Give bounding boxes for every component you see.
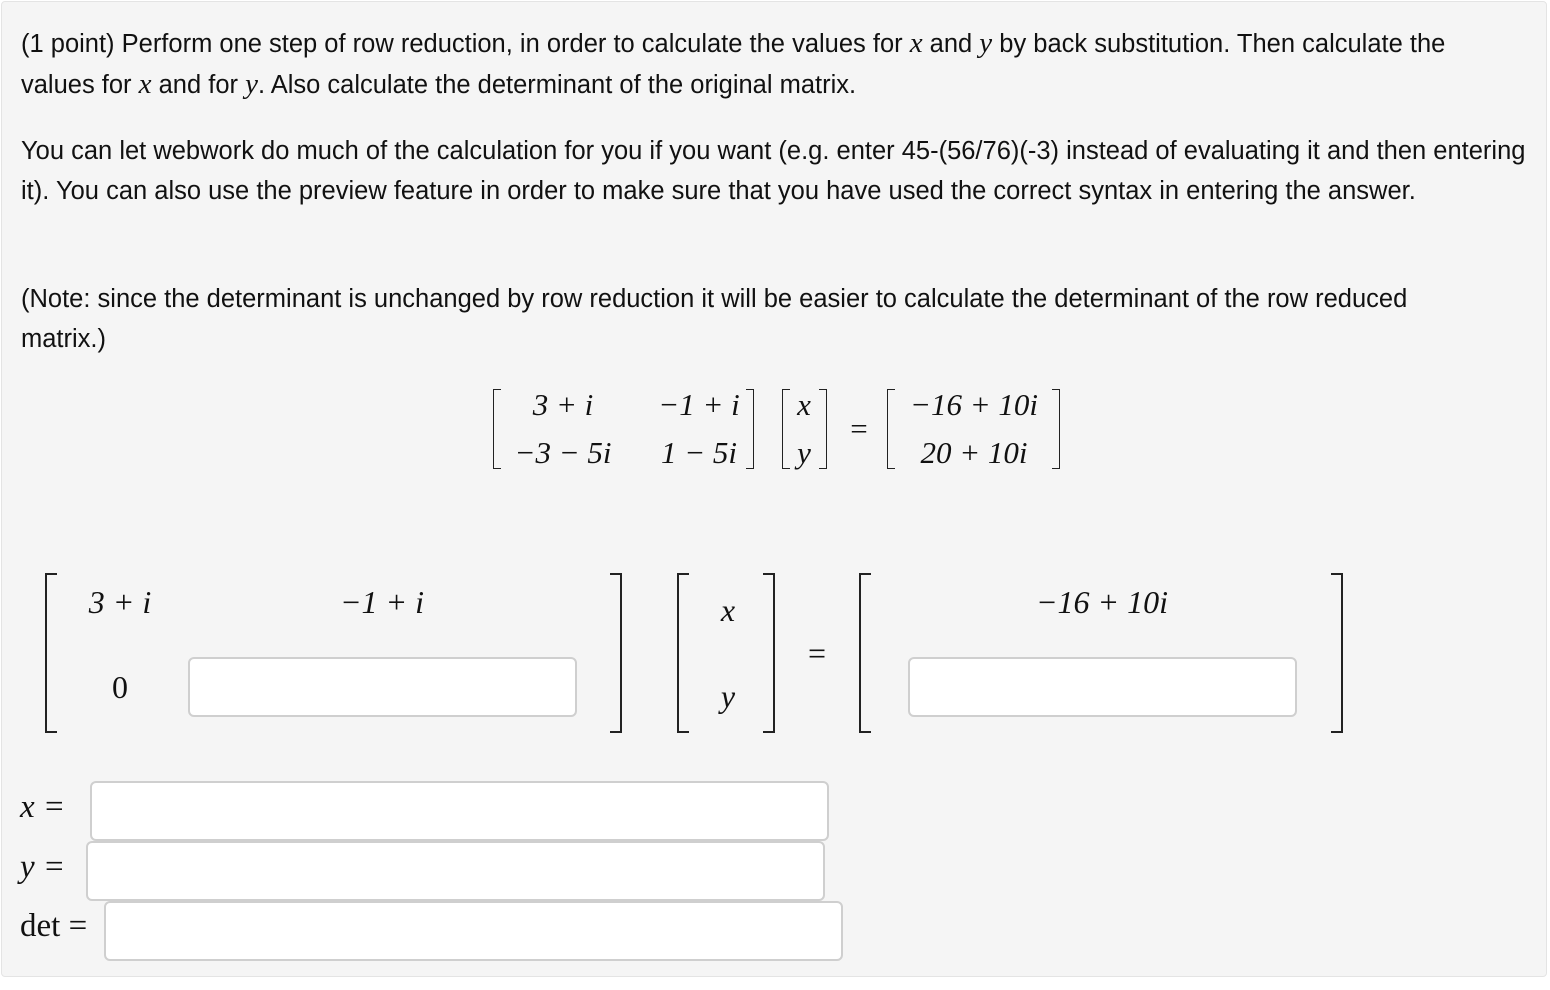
reduced-a22-input[interactable] <box>188 657 577 717</box>
problem-intro: (1 point) Perform one step of row reduction, in order to calculate the values for x and y by back substitution. Then calculate the values for x and for y. Also calculate the determinant of the original matrix. <box>21 27 1446 100</box>
matrix-a11: 3 + i <box>532 387 594 422</box>
det-answer-input[interactable] <box>104 901 843 961</box>
reduced-rhs-right-bracket <box>1331 573 1343 733</box>
vector-x: x <box>797 387 811 422</box>
x-answer-input[interactable] <box>90 781 829 841</box>
reduced-vector-x: x <box>720 592 736 628</box>
rhs-right-bracket <box>1052 389 1060 469</box>
var-y: y <box>245 68 258 100</box>
problem-note: (Note: since the determinant is unchanged by row reduction it will be easier to calculate the determinant of the row reduced matrix.) <box>21 285 1408 353</box>
y-answer-input[interactable] <box>86 841 825 901</box>
reduced-rhs-left-bracket <box>859 573 871 733</box>
var-x: x <box>138 68 152 100</box>
vector-y: y <box>797 435 811 470</box>
var-y: y <box>979 27 993 59</box>
problem-hint: You can let webwork do much of the calculation for you if you want (e.g. enter 45-(56/76)(-3) instead of evaluating it and then entering it). You can also use the preview feature in order to make sure that you have used the correct syntax in entering the answer. <box>21 137 1526 205</box>
rhs-b2: 20 + 10i <box>920 435 1028 470</box>
matrix-left-bracket <box>493 389 501 469</box>
matrix-a12: −1 + i <box>658 387 740 422</box>
var-x: x <box>909 27 923 59</box>
reduced-a21: 0 <box>112 669 128 705</box>
reduced-rhs-b2-input[interactable] <box>908 657 1297 717</box>
reduced-rhs-b1: −16 + 10i <box>1035 584 1169 620</box>
equals-sign: = <box>850 411 868 446</box>
vector-right-bracket <box>819 389 827 469</box>
vector-left-bracket <box>782 389 790 469</box>
reduced-vector-left-bracket <box>677 573 689 733</box>
rhs-left-bracket <box>887 389 895 469</box>
reduced-equals-sign: = <box>807 635 827 671</box>
problem-panel <box>1 1 1547 977</box>
reduced-a12: −1 + i <box>339 584 425 620</box>
matrix-a22: 1 − 5i <box>660 435 738 470</box>
rhs-b1: −16 + 10i <box>910 387 1038 422</box>
reduced-matrix-right-bracket <box>610 573 622 733</box>
reduced-vector-right-bracket <box>763 573 775 733</box>
matrix-a21: −3 − 5i <box>514 435 612 470</box>
reduced-vector-y: y <box>720 678 736 714</box>
x-answer-label: x = <box>20 789 66 825</box>
reduced-a11: 3 + i <box>88 584 152 620</box>
det-answer-label: det = <box>20 908 88 944</box>
matrix-right-bracket <box>746 389 754 469</box>
reduced-matrix-left-bracket <box>45 573 57 733</box>
y-answer-label: y = <box>20 849 66 885</box>
